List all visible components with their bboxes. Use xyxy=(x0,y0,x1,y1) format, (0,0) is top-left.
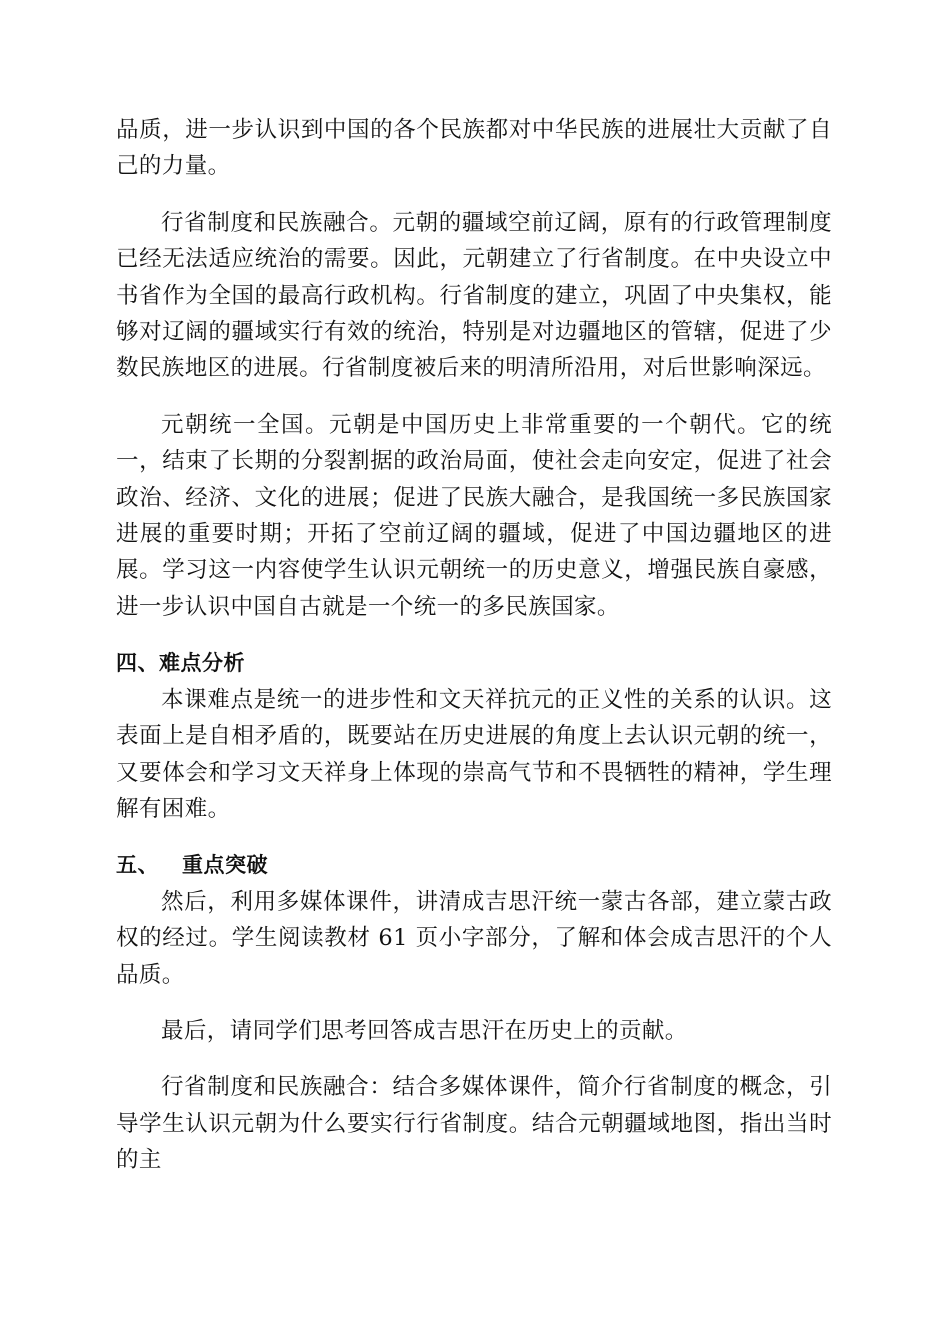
heading-number: 五、 xyxy=(116,853,159,878)
document-page xyxy=(116,112,832,1179)
heading-difficulty-analysis: 四、难点分析 xyxy=(116,651,245,676)
heading-key-breakthrough xyxy=(116,847,832,883)
paragraph-continuation: 品质，进一步认识到中国的各个民族都对中华民族的进展壮大贡献了自己的力量。 xyxy=(116,117,832,180)
paragraph-finally: 最后，请同学们思考回答成吉思汗在历史上的贡献。 xyxy=(161,1017,688,1044)
heading-title: 重点突破 xyxy=(182,853,268,878)
paragraph-genghis-khan: 然后，利用多媒体课件，讲清成吉思汗统一蒙古各部，建立蒙古政权的经过。学生阅读教材 61 页小字部分，了解和体会成吉思汗的个人品质。 xyxy=(116,888,832,988)
paragraph-difficulty: 本课难点是统一的进步性和文天祥抗元的正义性的关系的认识。这表面上是自相矛盾的，既要站在历史进展的角度上去认识元朝的统一，又要体会和学习文天祥身上体现的崇高气节和不畏牺牲的精神，学生理解有困难。 xyxy=(116,686,832,822)
paragraph-yuan-unification: 元朝统一全国。元朝是中国历史上非常重要的一个朝代。它的统一，结束了长期的分裂割据的政治局面，使社会走向安定，促进了社会政治、经济、文化的进展；促进了民族大融合，是我国统一多民族国家进展的重要时期；开拓了空前辽阔的疆域，促进了中国边疆地区的进展。学习这一内容使学生认识元朝统一的历史意义，增强民族自豪感，进一步认识中国自古就是一个统一的多民族国家。 xyxy=(116,411,832,620)
paragraph-province-system: 行省制度和民族融合。元朝的疆域空前辽阔，原有的行政管理制度已经无法适应统治的需要。因此，元朝建立了行省制度。在中央设立中书省作为全国的最高行政机构。行省制度的建立，巩固了中央集权，能够对辽阔的疆域实行有效的统治，特别是对边疆地区的管辖，促进了少数民族地区的进展。行省制度被后来的明清所沿用，对后世影响深远。 xyxy=(116,209,832,382)
paragraph-province-teaching: 行省制度和民族融合：结合多媒体课件，简介行省制度的概念，引导学生认识元朝为什么要实行行省制度。结合元朝疆域地图，指出当时的主 xyxy=(116,1074,832,1174)
